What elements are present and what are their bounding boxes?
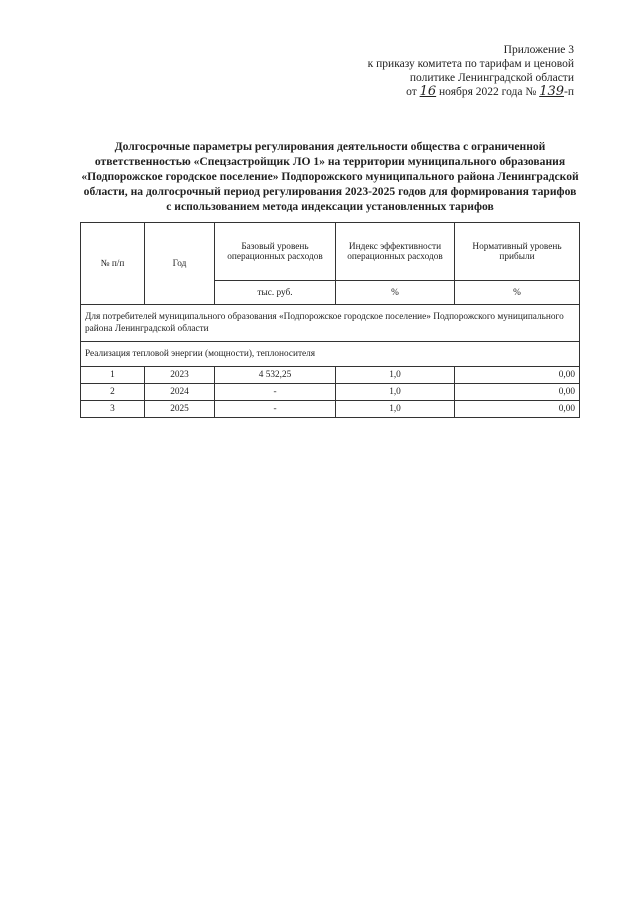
cell-index: 1,0	[336, 401, 455, 418]
date-middle: ноября 2022 года №	[439, 86, 537, 98]
header-base-level: Базовый уровень операционных расходов	[215, 223, 336, 281]
table-row	[81, 401, 580, 418]
header-efficiency-index: Индекс эффективности операционных расходов	[336, 223, 455, 281]
header-year: Год	[145, 223, 215, 305]
header-num: № п/п	[81, 223, 145, 305]
cell-base: -	[215, 401, 336, 418]
appendix-committee-line: политике Ленинградской области	[409, 72, 574, 84]
cell-year: 2023	[145, 367, 215, 384]
activity-row	[81, 342, 580, 367]
appendix-date-line	[314, 85, 574, 99]
table-row	[81, 384, 580, 401]
header-profit-level: Нормативный уровень прибыли	[455, 223, 580, 281]
document-title: Долгосрочные параметры регулирования деятельности общества с ограниченной ответственностью «Спецзастройщик ЛО 1» на территории муниципального образования «Подпорожское городское поселение» Подпорожского муниципального района Ленинградской области, на долгосрочный период регулирования 2023-2025 годов для формирования тарифов с использованием метода индексации установленных тарифов	[81, 140, 579, 213]
cell-base: 4 532,25	[215, 367, 336, 384]
unit-index: %	[336, 281, 455, 305]
activity-label: Реализация тепловой энергии (мощности), теплоносителя	[81, 342, 580, 367]
handwritten-order-number: 139	[539, 84, 565, 99]
consumer-group-label: Для потребителей муниципального образования «Подпорожское городское поселение» Подпорожского муниципального района Ленинградской области	[81, 305, 580, 342]
cell-index: 1,0	[336, 384, 455, 401]
table-row	[81, 367, 580, 384]
appendix-header	[314, 43, 574, 99]
table-header-row	[81, 223, 580, 281]
consumer-group-row	[81, 305, 580, 342]
order-suffix: -п	[564, 86, 574, 98]
cell-profit: 0,00	[455, 367, 580, 384]
cell-year: 2025	[145, 401, 215, 418]
cell-index: 1,0	[336, 367, 455, 384]
cell-num: 3	[81, 401, 145, 418]
unit-base: тыс. руб.	[215, 281, 336, 305]
cell-base: -	[215, 384, 336, 401]
cell-num: 2	[81, 384, 145, 401]
unit-profit: %	[455, 281, 580, 305]
appendix-order-line: к приказу комитета по тарифам и ценовой	[367, 58, 574, 70]
handwritten-day: 16	[419, 84, 437, 99]
cell-profit: 0,00	[455, 384, 580, 401]
parameters-table	[80, 222, 580, 418]
appendix-title: Приложение 3	[503, 44, 574, 56]
cell-profit: 0,00	[455, 401, 580, 418]
cell-num: 1	[81, 367, 145, 384]
date-prefix: от	[406, 86, 417, 98]
cell-year: 2024	[145, 384, 215, 401]
